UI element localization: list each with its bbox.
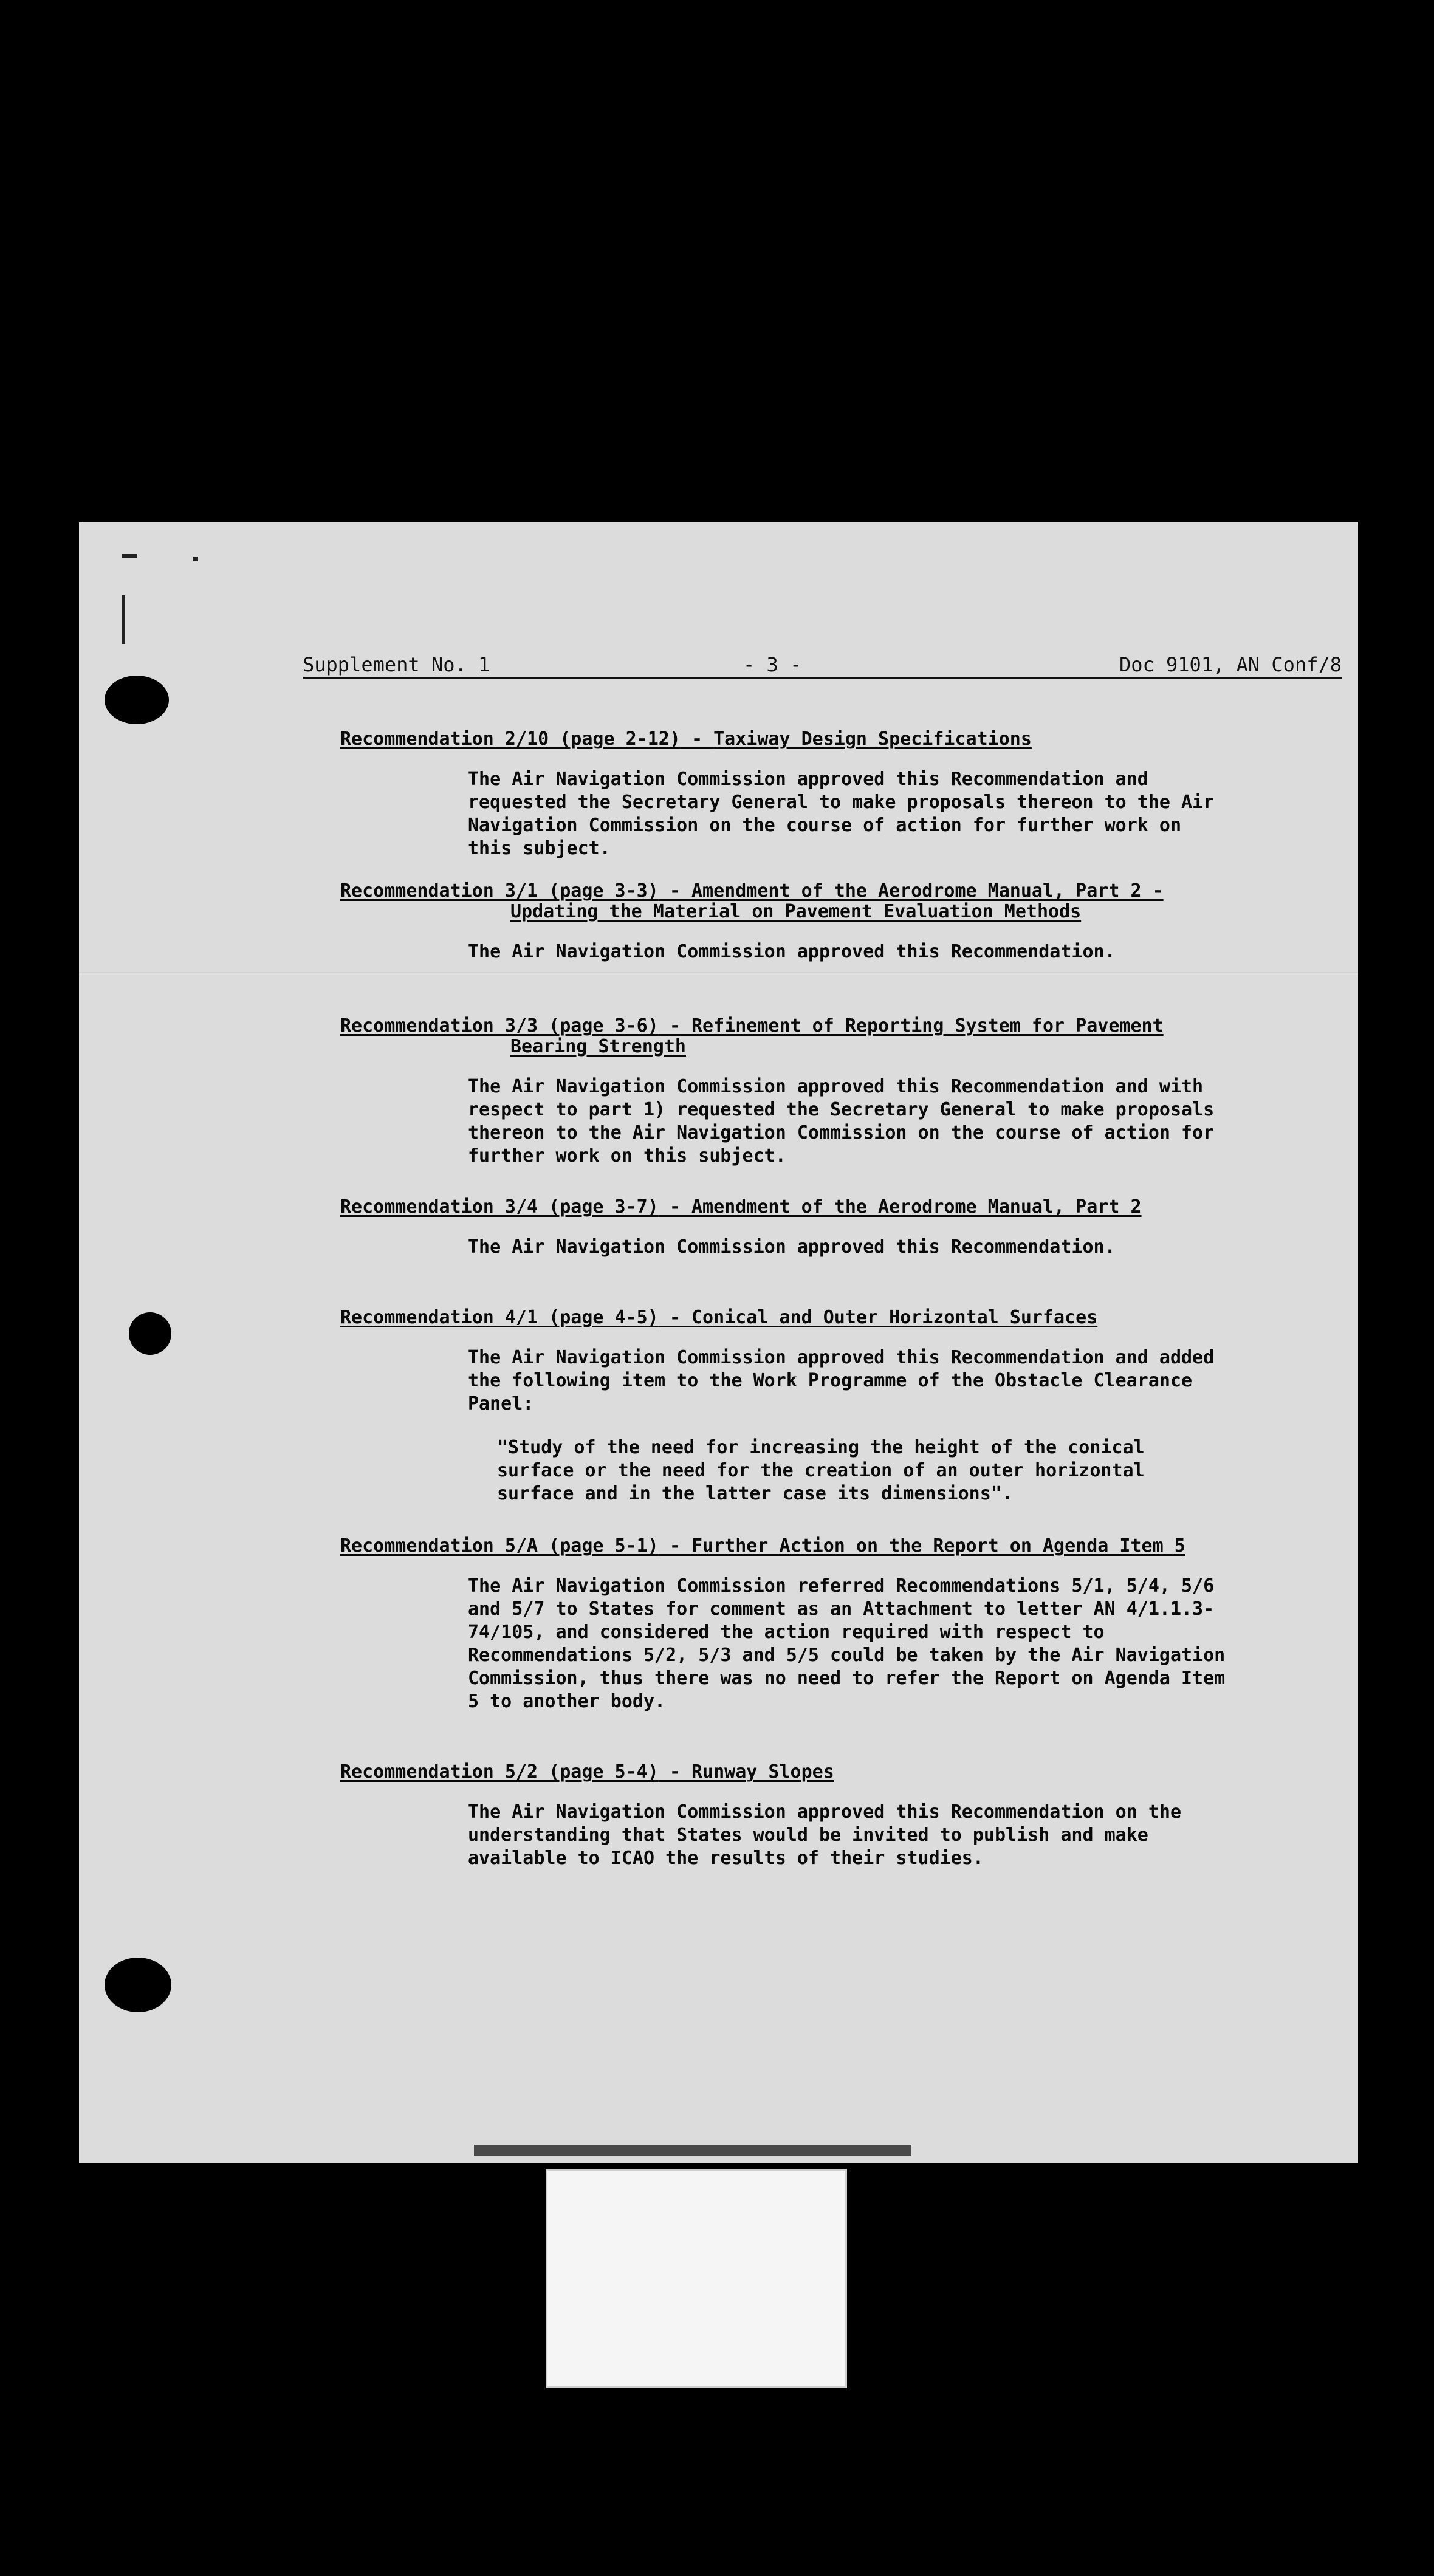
- recommendation-heading: Recommendation 2/10 (page 2-12) - Taxiway Design Specifications: [340, 728, 1032, 750]
- recommendation-body: The Air Navigation Commission approved this Recommendation on the understanding that States would be invited to publish and make available to ICAO the results of their studies.: [468, 1801, 1181, 1869]
- recommendation-heading: Recommendation 3/3 (page 3-6) - Refinement of Reporting System for Pavement Bearing Strength: [340, 1016, 1343, 1057]
- recommendation-title: Refinement of Reporting System for Pavement: [691, 1015, 1164, 1036]
- recommendation-section: [340, 1197, 1343, 1259]
- recommendation-body: The Air Navigation Commission approved this Recommendation.: [468, 1236, 1116, 1258]
- recommendation-title: Further Action on the Report on Agenda Item 5: [691, 1535, 1185, 1557]
- recommendation-heading: Recommendation 3/4 (page 3-7) - Amendment of the Aerodrome Manual, Part 2: [340, 1196, 1142, 1218]
- recommendation-section: [340, 729, 1343, 860]
- header-doc-number: Doc 9101, AN Conf/8: [1119, 653, 1342, 676]
- recommendation-ref: Recommendation 4/1 (page 4-5): [340, 1307, 659, 1328]
- recommendation-heading: Recommendation 5/2 (page 5-4) - Runway Slopes: [340, 1761, 834, 1783]
- recommendation-section: [340, 1307, 1343, 1506]
- header-supplement: Supplement No. 1: [303, 653, 490, 676]
- recommendation-title: Amendment of the Aerodrome Manual, Part 2 -: [691, 880, 1164, 902]
- punch-hole-bottom: [105, 1958, 171, 2012]
- blank-paper-slip: [546, 2169, 847, 2388]
- recommendation-ref: Recommendation 2/10 (page 2-12): [340, 728, 681, 750]
- recommendation-title: Amendment of the Aerodrome Manual, Part 2: [691, 1196, 1142, 1218]
- recommendation-ref: Recommendation 5/A (page 5-1): [340, 1535, 659, 1557]
- page-fold-line: [79, 972, 1358, 975]
- recommendation-ref: Recommendation 3/3 (page 3-6): [340, 1015, 659, 1036]
- recommendation-title: Taxiway Design Specifications: [713, 728, 1032, 750]
- recommendation-title-continued: Updating the Material on Pavement Evaluation Methods: [510, 901, 1082, 922]
- recommendation-ref: Recommendation 3/4 (page 3-7): [340, 1196, 659, 1218]
- speck-mark: [193, 557, 198, 561]
- recommendation-section: [340, 881, 1343, 964]
- recommendation-heading: Recommendation 5/A (page 5-1) - Further Action on the Report on Agenda Item 5: [340, 1535, 1185, 1557]
- page-header: [303, 653, 1342, 679]
- recommendation-ref: Recommendation 5/2 (page 5-4): [340, 1761, 659, 1783]
- recommendation-title: Runway Slopes: [691, 1761, 834, 1783]
- work-programme-quote: "Study of the need for increasing the height of the conical surface or the need for the creation of an outer horizontal surface and in the latter case its dimensions".: [497, 1437, 1145, 1504]
- recommendation-body: The Air Navigation Commission referred Recommendations 5/1, 5/4, 5/6 and 5/7 to States for comment as an Attachment to letter AN 4/1.1.3-74/105, and considered the action required with respect to Recommendations 5/2, 5/3 and 5/5 could be taken by the Air Navigation Commission, thus there was no need to refer the Report on Agenda Item 5 to another body.: [468, 1575, 1226, 1712]
- recommendation-heading: Recommendation 3/1 (page 3-3) - Amendment of the Aerodrome Manual, Part 2 - Updating the Material on Pavement Evaluation Methods: [340, 881, 1343, 922]
- punch-hole-middle: [129, 1312, 171, 1355]
- speck-mark: [122, 554, 137, 558]
- page-bottom-edge: [474, 2145, 911, 2156]
- speck-mark: [122, 595, 125, 644]
- recommendation-body: The Air Navigation Commission approved this Recommendation and requested the Secretary General to make proposals thereon to the Air Navigation Commission on the course of action for further work on this subject.: [468, 769, 1215, 859]
- recommendation-body: The Air Navigation Commission approved this Recommendation and with respect to part 1) requested the Secretary General to make proposals thereon to the Air Navigation Commission on the course of action for further work on this subject.: [468, 1076, 1215, 1166]
- recommendation-title: Conical and Outer Horizontal Surfaces: [691, 1307, 1098, 1328]
- recommendation-body: [468, 1346, 1233, 1506]
- recommendation-section: [340, 1016, 1343, 1168]
- recommendation-section: [340, 1536, 1343, 1713]
- recommendation-body-text: The Air Navigation Commission approved this Recommendation and added the following item to the Work Programme of the Obstacle Clearance Panel:: [468, 1347, 1215, 1414]
- recommendation-title-continued: Bearing Strength: [510, 1036, 686, 1057]
- recommendation-ref: Recommendation 3/1 (page 3-3): [340, 880, 659, 902]
- recommendation-section: [340, 1762, 1343, 1870]
- document-page: [79, 522, 1358, 2163]
- recommendation-body: The Air Navigation Commission approved this Recommendation.: [468, 941, 1116, 962]
- header-page-number: - 3 -: [743, 653, 802, 676]
- recommendation-heading: Recommendation 4/1 (page 4-5) - Conical and Outer Horizontal Surfaces: [340, 1307, 1098, 1328]
- punch-hole-top: [105, 676, 169, 724]
